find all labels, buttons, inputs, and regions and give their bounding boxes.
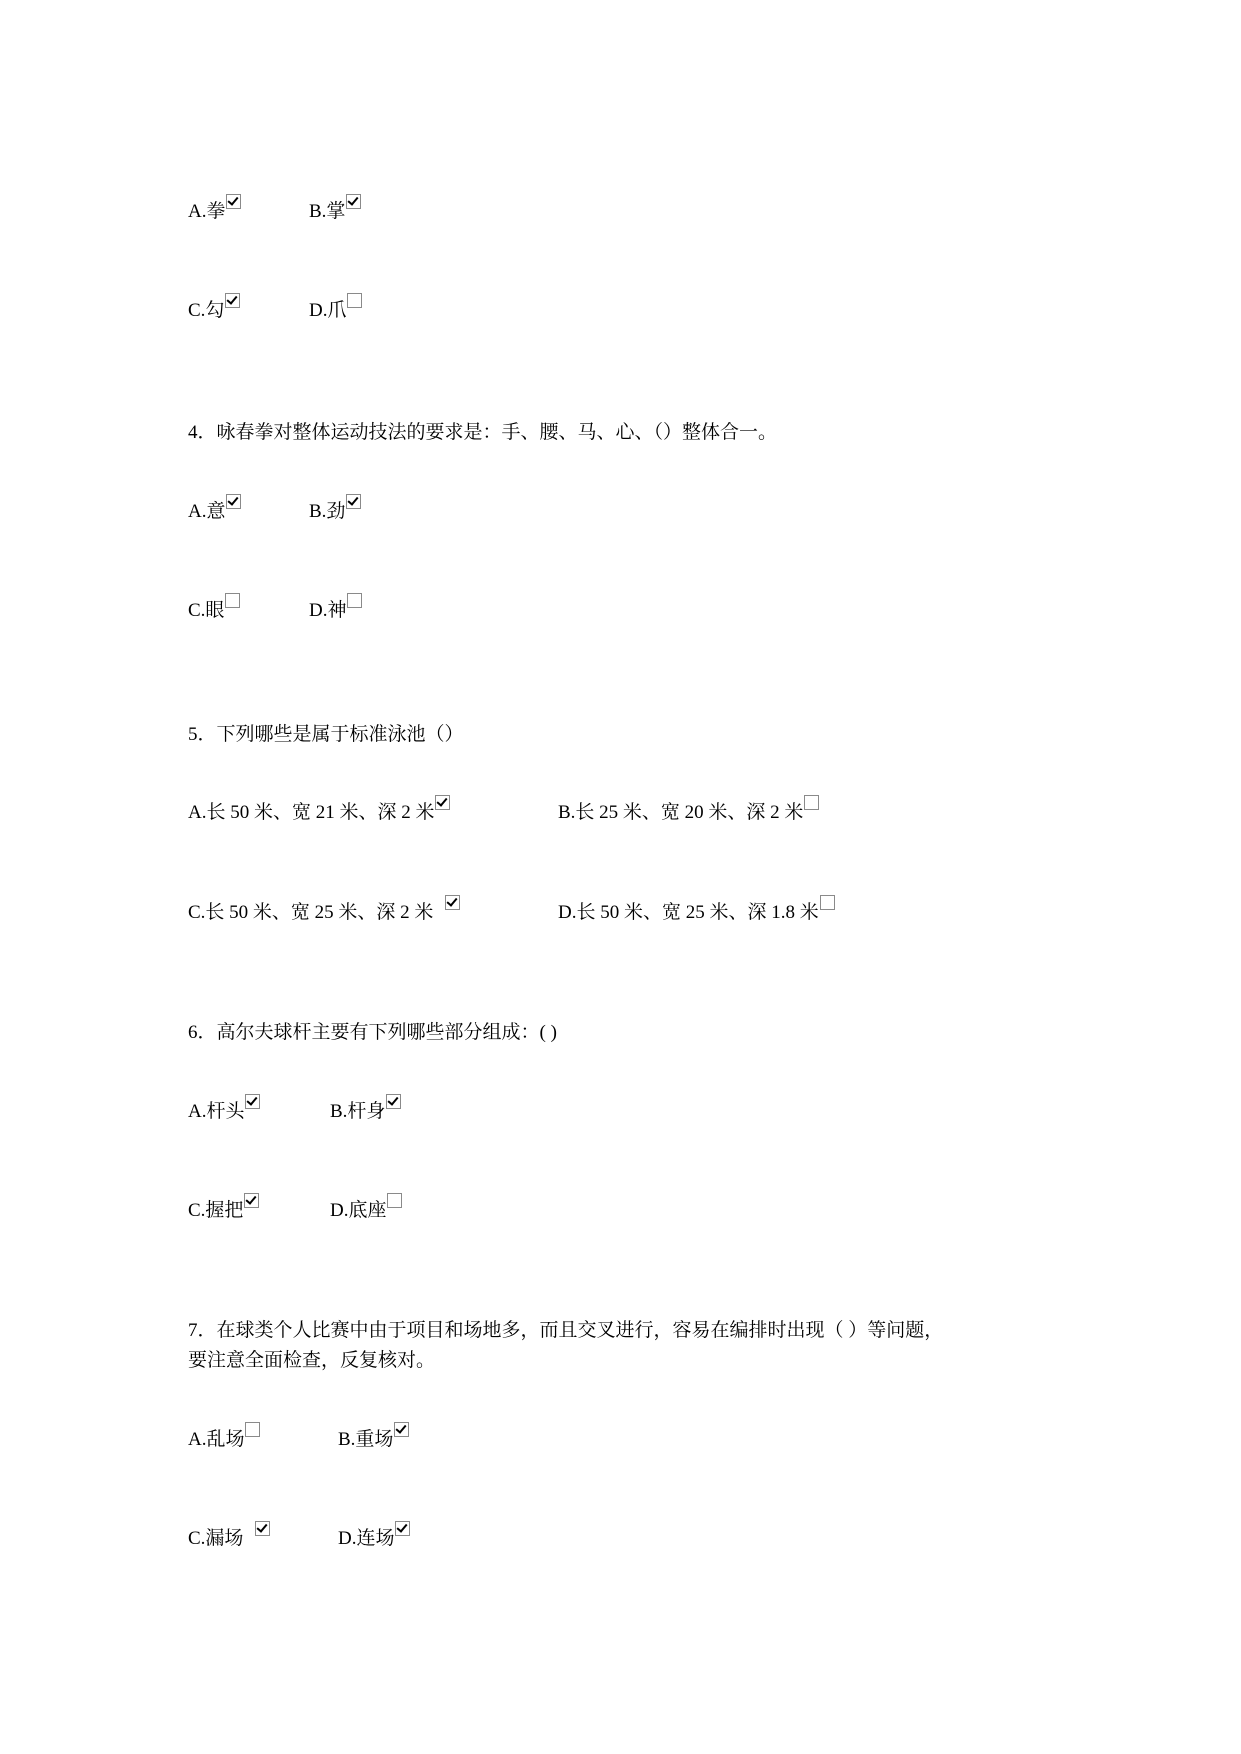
q3-option-d: [309, 293, 362, 324]
unchecked-checkbox[interactable]: [804, 795, 819, 810]
option-label: C.长 50 米、宽 25 米、深 2 米: [188, 902, 434, 923]
option-label: C.漏场: [188, 1528, 244, 1549]
unchecked-checkbox[interactable]: [347, 293, 362, 308]
checked-checkbox[interactable]: [226, 194, 241, 209]
checked-checkbox[interactable]: [244, 1193, 259, 1208]
unchecked-checkbox[interactable]: [387, 1193, 402, 1208]
q6-option-d: [330, 1193, 402, 1224]
q6-option-b: [330, 1094, 401, 1125]
option-label: B.重场: [338, 1429, 394, 1450]
option-label: D.长 50 米、宽 25 米、深 1.8 米: [558, 902, 819, 923]
option-label: A.乱场: [188, 1429, 245, 1450]
q5-option-b: [558, 795, 819, 826]
q5-option-c: [188, 895, 460, 926]
q6-option-c: [188, 1193, 259, 1224]
checked-checkbox[interactable]: [346, 194, 361, 209]
option-label: A.拳: [188, 201, 226, 222]
question-6-text: 6．高尔夫球杆主要有下列哪些部分组成：( ): [188, 1022, 557, 1043]
q7-option-a: [188, 1422, 260, 1453]
q3-option-b: [309, 194, 361, 225]
unchecked-checkbox[interactable]: [347, 593, 362, 608]
checked-checkbox[interactable]: [255, 1521, 270, 1536]
q6-option-a: [188, 1094, 260, 1125]
unchecked-checkbox[interactable]: [820, 895, 835, 910]
option-label: A.长 50 米、宽 21 米、深 2 米: [188, 802, 435, 823]
q4-option-b: [309, 494, 361, 525]
q4-option-a: [188, 494, 241, 525]
checked-checkbox[interactable]: [435, 795, 450, 810]
q4-option-d: [309, 593, 362, 624]
option-label: A.意: [188, 501, 226, 522]
q3-option-a: [188, 194, 241, 225]
option-label: B.杆身: [330, 1101, 386, 1122]
option-label: C.握把: [188, 1200, 244, 1221]
q7-option-d: [338, 1521, 410, 1552]
checked-checkbox[interactable]: [225, 293, 240, 308]
checked-checkbox[interactable]: [445, 895, 460, 910]
q7-option-b: [338, 1422, 409, 1453]
q7-option-c: [188, 1521, 270, 1552]
checked-checkbox[interactable]: [395, 1521, 410, 1536]
q3-option-c: [188, 293, 240, 324]
option-label: C.眼: [188, 600, 225, 621]
q4-option-c: [188, 593, 240, 624]
option-label: B.掌: [309, 201, 346, 222]
question-5-text: 5．下列哪些是属于标准泳池（）: [188, 724, 464, 745]
question-7-text-line1: 7．在球类个人比赛中由于项目和场地多，而且交叉进行，容易在编排时出现（ ）等问题，: [188, 1320, 944, 1341]
checked-checkbox[interactable]: [245, 1094, 260, 1109]
question-4-text: 4．咏春拳对整体运动技法的要求是：手、腰、马、心、（）整体合一。: [188, 422, 778, 443]
option-label: D.底座: [330, 1200, 387, 1221]
q5-option-d: [558, 895, 835, 926]
option-label: C.勾: [188, 300, 225, 321]
option-label: B.劲: [309, 501, 346, 522]
checked-checkbox[interactable]: [346, 494, 361, 509]
q5-option-a: [188, 795, 450, 826]
checked-checkbox[interactable]: [226, 494, 241, 509]
option-label: D.神: [309, 600, 347, 621]
checked-checkbox[interactable]: [394, 1422, 409, 1437]
option-label: B.长 25 米、宽 20 米、深 2 米: [558, 802, 804, 823]
option-label: A.杆头: [188, 1101, 245, 1122]
option-label: D.爪: [309, 300, 347, 321]
checked-checkbox[interactable]: [386, 1094, 401, 1109]
unchecked-checkbox[interactable]: [225, 593, 240, 608]
unchecked-checkbox[interactable]: [245, 1422, 260, 1437]
question-7-text-line2: 要注意全面检查，反复核对。: [188, 1350, 436, 1371]
option-label: D.连场: [338, 1528, 395, 1549]
